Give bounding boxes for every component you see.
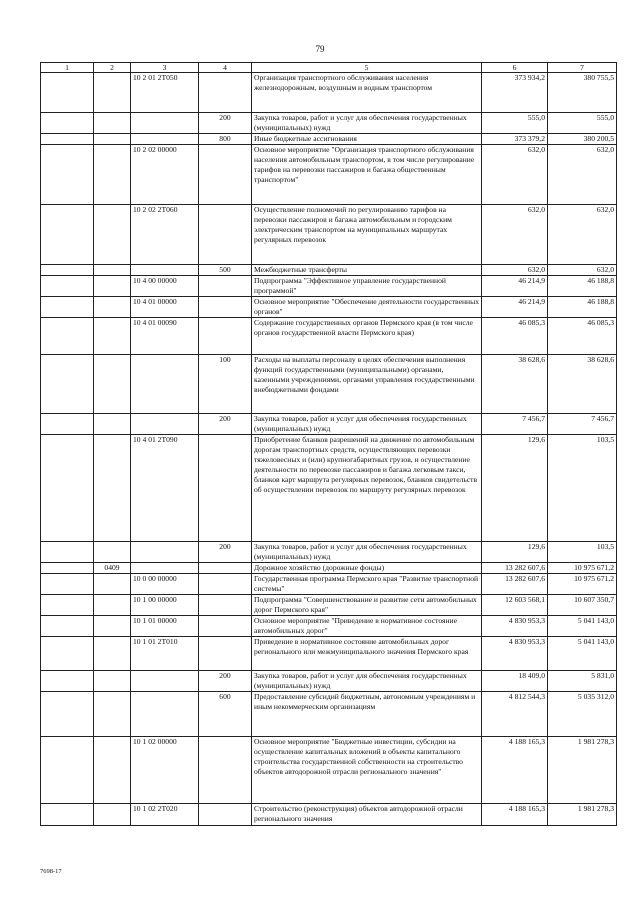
description-cell: Основное мероприятие "Бюджетные инвестиции, субсидии на осуществление капитальных вложений в объекты капитального строительства государственной собственности на строительство объектов автодорожной отрасли регионального значения" [252, 737, 482, 804]
amount-year2-cell: 10 975 671,2 [548, 574, 617, 595]
description-cell: Иные бюджетные ассигнования [252, 134, 482, 145]
table-row [41, 113, 617, 134]
amount-year2-cell: 5 035 312,0 [548, 692, 617, 737]
table-row [41, 692, 617, 737]
expense-type-cell [199, 73, 252, 113]
table-row [41, 542, 617, 563]
target-code-cell [131, 265, 199, 276]
section-cell [41, 804, 94, 826]
amount-year1-cell: 632,0 [482, 265, 548, 276]
expense-type-cell [199, 297, 252, 318]
target-code-cell [131, 355, 199, 414]
amount-year1-cell: 555,0 [482, 113, 548, 134]
section-cell [41, 671, 94, 692]
amount-year1-cell: 4 830 953,3 [482, 637, 548, 671]
description-cell: Основное мероприятие "Приведение в нормативное состояние автомобильных дорог" [252, 616, 482, 637]
amount-year2-cell: 380 755,5 [548, 73, 617, 113]
target-code-cell: 10 1 02 2Т020 [131, 804, 199, 826]
target-code-cell: 10 2 01 2Т050 [131, 73, 199, 113]
table-row [41, 671, 617, 692]
expense-type-cell: 100 [199, 355, 252, 414]
amount-year1-cell: 4 830 953,3 [482, 616, 548, 637]
subsection-cell [94, 134, 131, 145]
section-cell [41, 737, 94, 804]
expense-type-cell: 500 [199, 265, 252, 276]
section-cell [41, 595, 94, 616]
description-cell: Закупка товаров, работ и услуг для обеспечения государственных (муниципальных) нужд [252, 542, 482, 563]
subsection-cell [94, 145, 131, 205]
description-cell: Дорожное хозяйство (дорожные фонды) [252, 563, 482, 574]
expense-type-cell [199, 435, 252, 542]
section-cell [41, 414, 94, 435]
subsection-cell [94, 671, 131, 692]
amount-year2-cell: 5 831,0 [548, 671, 617, 692]
subsection-cell [94, 113, 131, 134]
amount-year1-cell: 632,0 [482, 205, 548, 265]
description-cell: Осуществление полномочий по регулированию тарифов на перевозки пассажиров и багажа автомобильным и городским электрическим транспортом на муниципальных маршрутах регулярных перевозок [252, 205, 482, 265]
section-cell [41, 616, 94, 637]
expense-type-cell [199, 637, 252, 671]
section-cell [41, 134, 94, 145]
amount-year2-cell: 7 456,7 [548, 414, 617, 435]
table-row [41, 297, 617, 318]
expense-type-cell [199, 276, 252, 297]
column-header: 3 [131, 63, 199, 73]
subsection-cell [94, 542, 131, 563]
section-cell [41, 276, 94, 297]
target-code-cell: 10 2 02 2Т060 [131, 205, 199, 265]
expense-type-cell [199, 318, 252, 355]
column-header: 1 [41, 63, 94, 73]
table-row [41, 637, 617, 671]
amount-year2-cell: 632,0 [548, 145, 617, 205]
subsection-cell [94, 692, 131, 737]
amount-year1-cell: 4 812 544,3 [482, 692, 548, 737]
description-cell: Закупка товаров, работ и услуг для обеспечения государственных (муниципальных) нужд [252, 414, 482, 435]
table-row [41, 563, 617, 574]
description-cell: Закупка товаров, работ и услуг для обеспечения государственных (муниципальных) нужд [252, 671, 482, 692]
column-header: 4 [199, 63, 252, 73]
target-code-cell [131, 414, 199, 435]
subsection-cell [94, 73, 131, 113]
amount-year2-cell: 555,0 [548, 113, 617, 134]
table-row [41, 435, 617, 542]
description-cell: Организация транспортного обслуживания населения железнодорожным, воздушным и водным транспортом [252, 73, 482, 113]
description-cell: Приведение в нормативное состояние автомобильных дорог регионального или межмуниципального значения Пермского края [252, 637, 482, 671]
amount-year2-cell: 5 041 143,0 [548, 637, 617, 671]
amount-year2-cell: 10 607 350,7 [548, 595, 617, 616]
table-row [41, 205, 617, 265]
amount-year2-cell: 46 188,8 [548, 297, 617, 318]
table-row [41, 265, 617, 276]
expense-type-cell: 200 [199, 671, 252, 692]
subsection-cell [94, 318, 131, 355]
amount-year1-cell: 46 214,9 [482, 276, 548, 297]
amount-year1-cell: 4 188 165,3 [482, 804, 548, 826]
column-header: 7 [548, 63, 617, 73]
amount-year1-cell: 46 085,3 [482, 318, 548, 355]
expense-type-cell [199, 595, 252, 616]
column-header: 2 [94, 63, 131, 73]
target-code-cell [131, 692, 199, 737]
amount-year2-cell: 103,5 [548, 542, 617, 563]
target-code-cell: 10 1 00 00000 [131, 595, 199, 616]
description-cell: Государственная программа Пермского края "Развитие транспортной системы" [252, 574, 482, 595]
section-cell [41, 297, 94, 318]
budget-table [40, 62, 617, 826]
table-row [41, 134, 617, 145]
target-code-cell [131, 542, 199, 563]
amount-year1-cell: 373 379,2 [482, 134, 548, 145]
target-code-cell: 10 4 01 2Т090 [131, 435, 199, 542]
subsection-cell [94, 616, 131, 637]
amount-year2-cell: 38 628,6 [548, 355, 617, 414]
expense-type-cell [199, 574, 252, 595]
section-cell [41, 563, 94, 574]
amount-year1-cell: 13 282 607,6 [482, 574, 548, 595]
amount-year2-cell: 1 981 278,3 [548, 804, 617, 826]
amount-year1-cell: 46 214,9 [482, 297, 548, 318]
expense-type-cell [199, 145, 252, 205]
subsection-cell [94, 355, 131, 414]
target-code-cell: 10 1 02 00000 [131, 737, 199, 804]
description-cell: Расходы на выплаты персоналу в целях обеспечения выполнения функций государственными (муниципальными) органами, казенными учреждениями, органами управления государственными внебюджетными фондами [252, 355, 482, 414]
description-cell: Строительство (реконструкция) объектов автодорожной отрасли регионального значения [252, 804, 482, 826]
amount-year2-cell: 46 188,8 [548, 276, 617, 297]
amount-year1-cell: 7 456,7 [482, 414, 548, 435]
description-cell: Подпрограмма "Эффективное управление государственной программой" [252, 276, 482, 297]
subsection-cell [94, 276, 131, 297]
subsection-cell [94, 804, 131, 826]
subsection-cell [94, 574, 131, 595]
table-row [41, 616, 617, 637]
description-cell: Подпрограмма "Совершенствование и развитие сети автомобильных дорог Пермского края" [252, 595, 482, 616]
amount-year1-cell: 13 282 607,6 [482, 563, 548, 574]
column-header: 6 [482, 63, 548, 73]
amount-year2-cell: 10 975 671,2 [548, 563, 617, 574]
target-code-cell: 10 1 01 2Т010 [131, 637, 199, 671]
description-cell: Содержание государственных органов Пермского края (в том числе органов государственной власти Пермского края) [252, 318, 482, 355]
column-header: 5 [252, 63, 482, 73]
target-code-cell [131, 134, 199, 145]
section-cell [41, 542, 94, 563]
description-cell: Основное мероприятие "Обеспечение деятельности государственных органов" [252, 297, 482, 318]
section-cell [41, 574, 94, 595]
description-cell: Закупка товаров, работ и услуг для обеспечения государственных (муниципальных) нужд [252, 113, 482, 134]
description-cell: Приобретение бланков разрешений на движение по автомобильным дорогам транспортных средств, осуществляющих перевозки тяжеловесных и (или) крупногабаритных грузов, и осуществление деятельности по перевозке пассажиров и багажа легковым такси, бланков карт маршрута регулярных перевозок, бланков свидетельств об осуществлении перевозок по маршруту регулярных перевозок [252, 435, 482, 542]
subsection-cell [94, 435, 131, 542]
table-row [41, 276, 617, 297]
table-row [41, 145, 617, 205]
amount-year1-cell: 373 934,2 [482, 73, 548, 113]
expense-type-cell [199, 804, 252, 826]
target-code-cell: 10 4 01 00090 [131, 318, 199, 355]
expense-type-cell: 600 [199, 692, 252, 737]
amount-year1-cell: 632,0 [482, 145, 548, 205]
section-cell [41, 265, 94, 276]
amount-year1-cell: 129,6 [482, 542, 548, 563]
amount-year1-cell: 4 188 165,3 [482, 737, 548, 804]
table-row [41, 574, 617, 595]
table-row [41, 318, 617, 355]
page-number: 79 [315, 44, 325, 54]
amount-year2-cell: 1 981 278,3 [548, 737, 617, 804]
target-code-cell [131, 563, 199, 574]
table-row [41, 737, 617, 804]
expense-type-cell: 800 [199, 134, 252, 145]
table-row [41, 414, 617, 435]
target-code-cell: 10 0 00 00000 [131, 574, 199, 595]
description-cell: Предоставление субсидий бюджетным, автономным учреждениям и иным некоммерческим организациям [252, 692, 482, 737]
subsection-cell [94, 265, 131, 276]
table-row [41, 73, 617, 113]
subsection-cell [94, 595, 131, 616]
section-cell [41, 435, 94, 542]
section-cell [41, 205, 94, 265]
table-row [41, 595, 617, 616]
amount-year2-cell: 632,0 [548, 205, 617, 265]
target-code-cell: 10 2 02 00000 [131, 145, 199, 205]
expense-type-cell [199, 205, 252, 265]
subsection-cell [94, 414, 131, 435]
amount-year1-cell: 38 628,6 [482, 355, 548, 414]
expense-type-cell [199, 737, 252, 804]
expense-type-cell: 200 [199, 414, 252, 435]
target-code-cell: 10 1 01 00000 [131, 616, 199, 637]
description-cell: Основное мероприятие "Организация транспортного обслуживания населения автомобильным транспортом, в том числе регулирование тарифов на перевозки пассажиров и багажа общественным транспортом" [252, 145, 482, 205]
amount-year2-cell: 632,0 [548, 265, 617, 276]
subsection-cell [94, 637, 131, 671]
subsection-cell [94, 297, 131, 318]
subsection-cell [94, 205, 131, 265]
subsection-cell: 0409 [94, 563, 131, 574]
target-code-cell [131, 113, 199, 134]
expense-type-cell: 200 [199, 542, 252, 563]
amount-year1-cell: 12 603 568,1 [482, 595, 548, 616]
target-code-cell: 10 4 01 00000 [131, 297, 199, 318]
expense-type-cell [199, 616, 252, 637]
amount-year2-cell: 5 041 143,0 [548, 616, 617, 637]
table-row [41, 804, 617, 826]
amount-year2-cell: 380 200,5 [548, 134, 617, 145]
amount-year1-cell: 18 409,0 [482, 671, 548, 692]
expense-type-cell [199, 563, 252, 574]
target-code-cell: 10 4 00 00000 [131, 276, 199, 297]
section-cell [41, 73, 94, 113]
section-cell [41, 113, 94, 134]
amount-year2-cell: 46 085,3 [548, 318, 617, 355]
table-body [41, 63, 617, 826]
footer-document-code: 7698-17 [40, 868, 62, 875]
section-cell [41, 637, 94, 671]
expense-type-cell: 200 [199, 113, 252, 134]
section-cell [41, 318, 94, 355]
section-cell [41, 355, 94, 414]
section-cell [41, 692, 94, 737]
description-cell: Межбюджетные трансферты [252, 265, 482, 276]
subsection-cell [94, 737, 131, 804]
table-row [41, 355, 617, 414]
table-header-row [41, 63, 617, 73]
target-code-cell [131, 671, 199, 692]
amount-year2-cell: 103,5 [548, 435, 617, 542]
section-cell [41, 145, 94, 205]
amount-year1-cell: 129,6 [482, 435, 548, 542]
